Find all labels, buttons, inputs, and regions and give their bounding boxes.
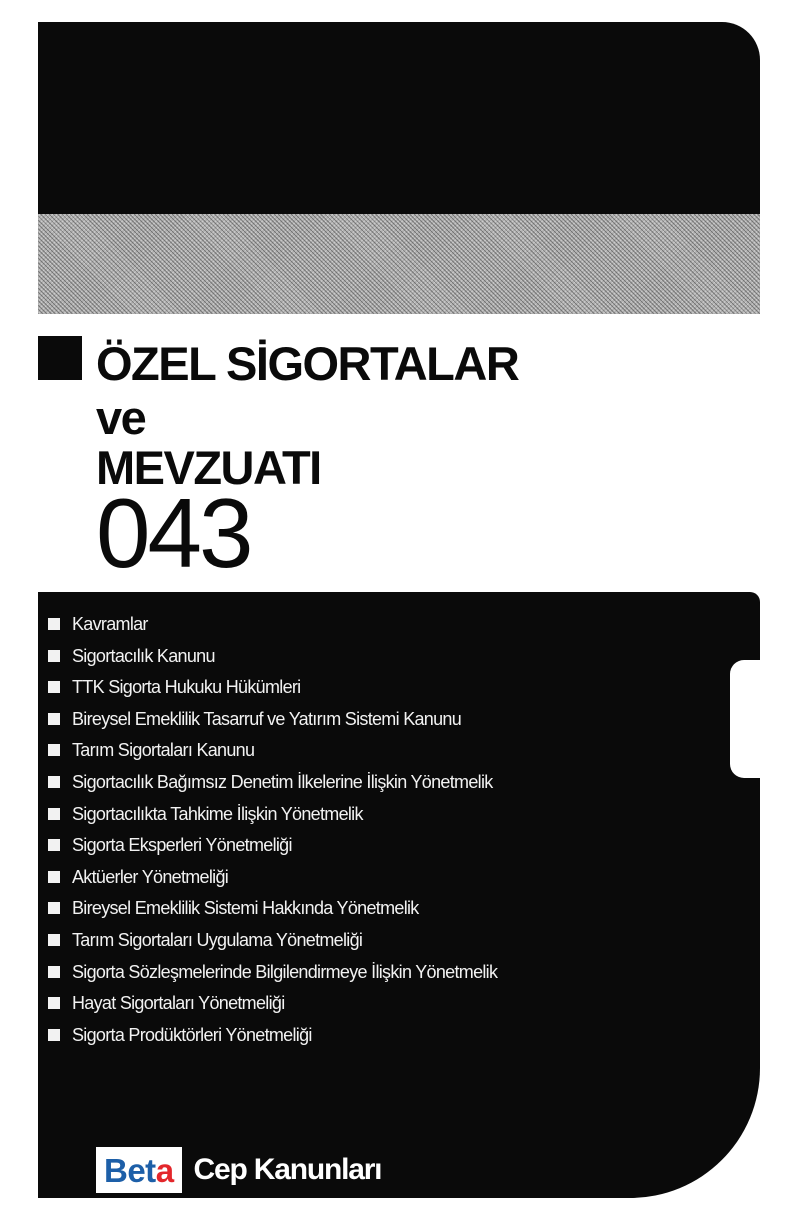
series-number: 043	[96, 478, 251, 588]
contents-item-label: Sigorta Eksperleri Yönetmeliği	[72, 835, 292, 856]
bullet-square-icon	[48, 681, 60, 693]
cover-top-block	[38, 22, 760, 214]
contents-item-label: Bireysel Emeklilik Tasarruf ve Yatırım Sistemi Kanunu	[72, 708, 462, 729]
title-square-marker	[38, 336, 82, 380]
bullet-square-icon	[48, 650, 60, 662]
bullet-square-icon	[48, 713, 60, 725]
logo-text-red: a	[155, 1151, 174, 1189]
book-title-line2: ve	[96, 391, 146, 444]
contents-item	[48, 833, 497, 865]
contents-item-label: Hayat Sigortaları Yönetmeliği	[72, 993, 285, 1014]
publisher-brand	[96, 1146, 381, 1194]
bullet-square-icon	[48, 839, 60, 851]
contents-item	[48, 865, 497, 897]
contents-item-label: Sigorta Prodüktörleri Yönetmeliği	[72, 1024, 312, 1045]
contents-item	[48, 612, 497, 644]
contents-item-label: Sigortacılık Bağımsız Denetim İlkelerine İlişkin Yönetmelik	[72, 771, 493, 792]
side-tab-cutout	[730, 660, 770, 778]
contents-item	[48, 802, 497, 834]
bullet-square-icon	[48, 808, 60, 820]
contents-item	[48, 738, 497, 770]
contents-list	[48, 612, 497, 1054]
bullet-square-icon	[48, 902, 60, 914]
contents-item-label: Sigorta Sözleşmelerinde Bilgilendirmeye İlişkin Yönetmelik	[72, 961, 498, 982]
bullet-square-icon	[48, 1029, 60, 1041]
contents-item-label: Tarım Sigortaları Kanunu	[72, 740, 255, 761]
contents-item-label: TTK Sigorta Hukuku Hükümleri	[72, 677, 301, 698]
logo-text-blue: Bet	[104, 1151, 156, 1189]
bullet-square-icon	[48, 966, 60, 978]
bullet-square-icon	[48, 871, 60, 883]
contents-item-label: Tarım Sigortaları Uygulama Yönetmeliği	[72, 929, 363, 950]
bullet-square-icon	[48, 934, 60, 946]
contents-item	[48, 707, 497, 739]
series-name: Cep Kanunları	[193, 1153, 382, 1186]
bullet-square-icon	[48, 618, 60, 630]
bullet-square-icon	[48, 776, 60, 788]
contents-item	[48, 644, 497, 676]
contents-item-label: Sigortacılık Kanunu	[72, 645, 215, 666]
contents-item	[48, 960, 497, 992]
contents-item	[48, 770, 497, 802]
beta-logo	[96, 1147, 182, 1193]
cover-pattern-band	[38, 214, 760, 314]
contents-item	[48, 1023, 497, 1055]
contents-item-label: Bireysel Emeklilik Sistemi Hakkında Yönetmelik	[72, 898, 419, 919]
contents-item-label: Aktüerler Yönetmeliği	[72, 866, 229, 887]
bullet-square-icon	[48, 744, 60, 756]
contents-item	[48, 896, 497, 928]
contents-item	[48, 991, 497, 1023]
bullet-square-icon	[48, 997, 60, 1009]
contents-item	[48, 928, 497, 960]
contents-item-label: Kavramlar	[72, 614, 148, 634]
contents-item	[48, 675, 497, 707]
book-title-line1: ÖZEL SİGORTALAR	[96, 337, 519, 390]
book-title-line3: MEVZUATI	[96, 441, 321, 494]
contents-item-label: Sigortacılıkta Tahkime İlişkin Yönetmelik	[72, 803, 363, 824]
